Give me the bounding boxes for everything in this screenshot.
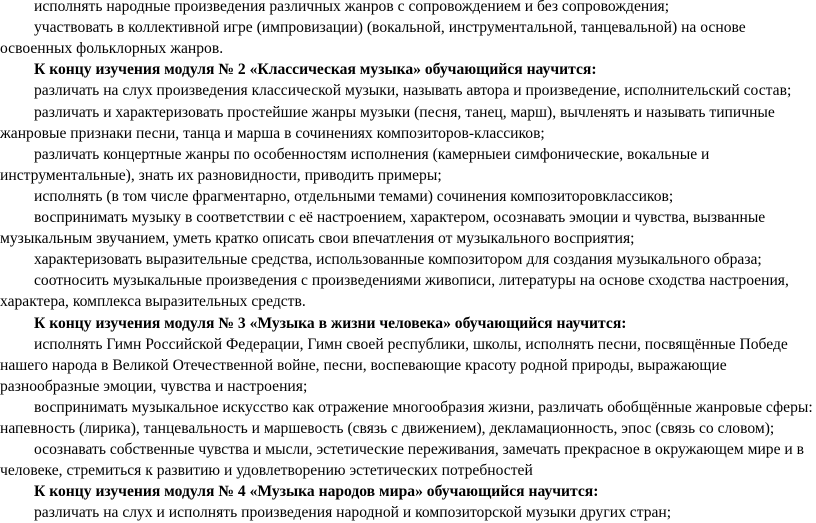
text-line: характера, комплекса выразительных средств. bbox=[0, 293, 306, 311]
text-line: напевность (лирика), танцевальность и маршевость (связь с движением), декламационность, эпос (связь со словом); bbox=[0, 420, 775, 437]
section-heading: К концу изучения модуля № 2 «Классическая музыка» обучающийся научится: bbox=[34, 61, 597, 79]
text-line: исполнять народные произведения различных жанров с сопровождением и без сопровождения; bbox=[34, 0, 670, 15]
text-line: осознавать собственные чувства и мысли, эстетические переживания, замечать прекрасное в окружающем мире и в bbox=[34, 441, 805, 459]
text-line: воспринимать музыкальное искусство как отражение многообразия жизни, различать обобщённые жанровые сферы: bbox=[34, 398, 813, 416]
text-line: характеризовать выразительные средства, использованные композитором для создания музыкального образа; bbox=[34, 251, 762, 269]
section-heading: К концу изучения модуля № 4 «Музыка народов мира» обучающийся научится: bbox=[34, 483, 599, 501]
text-line: различать концертные жанры по особенностям исполнения (камерныеи симфонические, вокальные и bbox=[34, 145, 710, 163]
text-line: различать на слух произведения классической музыки, называть автора и произведение, исполнительский состав; bbox=[34, 82, 792, 100]
text-line: соотносить музыкальные произведения с произведениями живописи, литературы на основе сходства настроения, bbox=[34, 272, 789, 290]
text-line: инструментальные), знать их разновидности, приводить примеры; bbox=[0, 166, 442, 184]
text-line: участвовать в коллективной игре (импровизации) (вокальной, инструментальной, танцевальной) на основе bbox=[34, 19, 746, 37]
text-line: различать на слух и исполнять произведения народной и композиторской музыки других стран; bbox=[34, 504, 672, 522]
text-line: освоенных фольклорных жанров. bbox=[0, 40, 224, 58]
text-line: различать и характеризовать простейшие жанры музыки (песня, танец, марш), вычленять и называть типичные bbox=[34, 103, 775, 121]
text-line: воспринимать музыку в соответствии с её настроением, характером, осознавать эмоции и чувства, вызванные bbox=[34, 209, 766, 226]
text-line: разнообразные эмоции, чувства и настроения; bbox=[0, 377, 308, 395]
text-line: человеке, стремиться к развитию и удовлетворению эстетических потребностей bbox=[0, 462, 533, 480]
text-line: музыкальным звучанием, уметь кратко описать свои впечатления от музыкального восприятия; bbox=[0, 230, 635, 248]
text-line: исполнять Гимн Российской Федерации, Гимн своей республики, школы, исполнять песни, посвящённые Победе bbox=[34, 335, 788, 353]
text-line: жанровые признаки песни, танца и марша в сочинениях композиторов-классиков; bbox=[0, 124, 545, 142]
text-line: нашего народа в Великой Отечественной войне, песни, воспевающие красоту родной природы, выражающие bbox=[0, 356, 727, 374]
section-heading: К концу изучения модуля № 3 «Музыка в жизни человека» обучающийся научится: bbox=[34, 314, 627, 332]
text-line: исполнять (в том числе фрагментарно, отдельными темами) сочинения композиторовклассиков; bbox=[34, 187, 674, 205]
